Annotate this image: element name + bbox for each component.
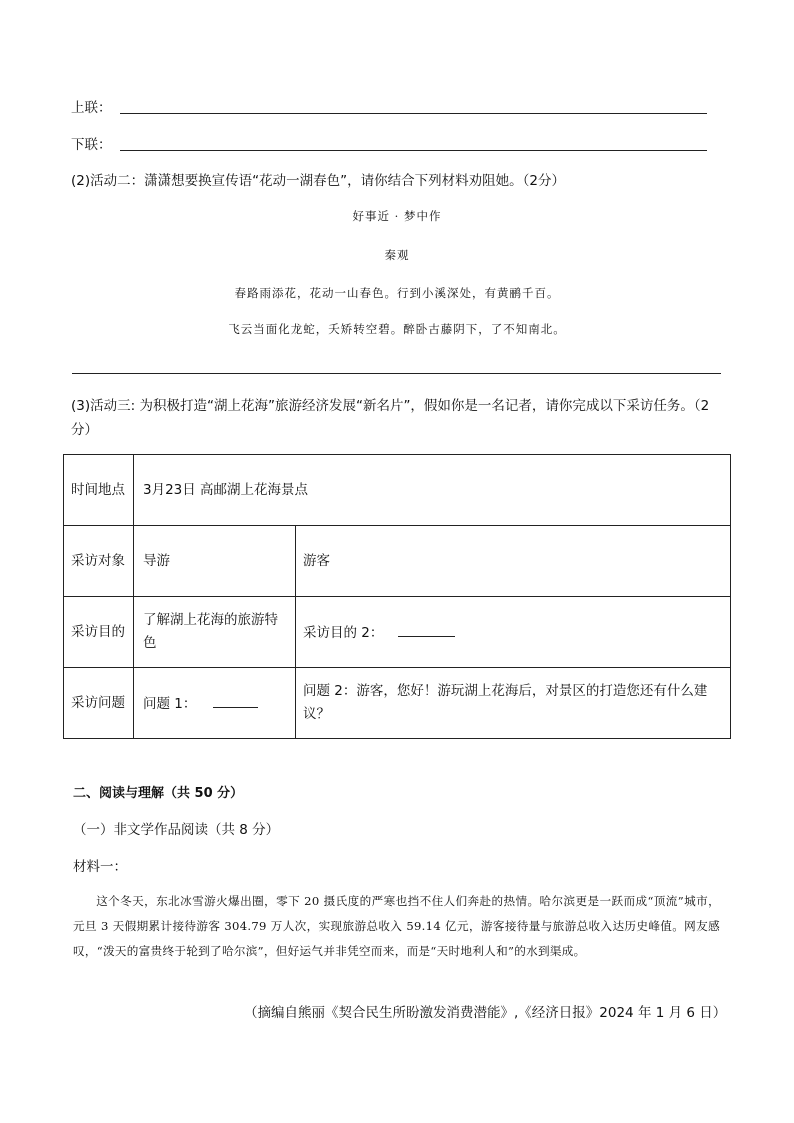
poem-line-2: 飞云当面化龙蛇，夭矫转空碧。醉卧古藤阴下，了不知南北。 bbox=[228, 322, 566, 336]
table-row bbox=[64, 597, 731, 668]
lower-couplet-answer-line[interactable] bbox=[120, 150, 707, 151]
interviewee-tourist: 游客 bbox=[296, 526, 731, 597]
question-1-answer-blank[interactable] bbox=[213, 691, 258, 708]
activity2-answer-line[interactable] bbox=[72, 373, 721, 374]
question-2-text: 问题 2：游客，您好！游玩湖上花海后，对景区的打造您还有什么建议？ bbox=[296, 668, 731, 739]
table-row bbox=[64, 455, 731, 526]
purpose-2-cell bbox=[296, 597, 731, 668]
interviewee-guide: 导游 bbox=[134, 526, 296, 597]
question-1-cell bbox=[134, 668, 296, 739]
purpose-1-text: 了解湖上花海的旅游特色 bbox=[134, 597, 296, 668]
interviewee-label: 采访对象 bbox=[64, 526, 134, 597]
time-place-value: 3月23日 高邮湖上花海景点 bbox=[134, 455, 731, 526]
question-1-label: 问题 1： bbox=[143, 695, 197, 712]
section2-heading: 二、阅读与理解（共 50 分） bbox=[73, 786, 244, 801]
purpose-2-answer-blank[interactable] bbox=[398, 620, 455, 637]
section2-subheading: （一）非文学作品阅读（共 8 分） bbox=[73, 822, 280, 838]
poem-title: 好事近 · 梦中作 bbox=[352, 209, 442, 223]
activity2-prompt: (2)活动二：潇潇想要换宣传语“花动一湖春色”，请你结合下列材料劝阻她。（2分） bbox=[71, 173, 565, 189]
poem-line-1: 春路雨添花，花动一山春色。行到小溪深处，有黄鹂千百。 bbox=[234, 286, 560, 300]
purpose-2-label: 采访目的 2： bbox=[303, 624, 384, 641]
table-row bbox=[64, 526, 731, 597]
time-place-label: 时间地点 bbox=[64, 455, 134, 526]
interview-table bbox=[63, 454, 731, 739]
purpose-label: 采访目的 bbox=[64, 597, 134, 668]
upper-couplet-answer-line[interactable] bbox=[120, 113, 707, 114]
material1-paragraph: 这个冬天，东北冰雪游火爆出圈，零下 20 摄氏度的严寒也挡不住人们奔赴的热情。哈尔滨更是一跃而成“顶流”城市，元旦 3 天假期累计接待游客 304.79 万人次，实现旅游总收入 59.14 亿元，游客接待量与旅游总收入达历史峰值。网友感叹，“泼天的富贵终于轮到了哈尔滨”，但好运气并非凭空而来，而是“天时地利人和”的水到渠成。 bbox=[73, 894, 720, 958]
material1-source: （摘编自熊丽《契合民生所盼激发消费潜能》,《经济日报》2024 年 1 月 6 日） bbox=[244, 1005, 727, 1021]
material1-label: 材料一： bbox=[73, 859, 127, 875]
lower-couplet-label: 下联： bbox=[71, 137, 112, 153]
question-label: 采访问题 bbox=[64, 668, 134, 739]
poem-author: 秦观 bbox=[384, 248, 410, 262]
activity3-prompt: (3)活动三: 为积极打造“湖上花海”旅游经济发展“新名片”，假如你是一名记者，请你完成以下采访任务。（2分） bbox=[71, 398, 710, 438]
upper-couplet-label: 上联： bbox=[71, 100, 112, 116]
table-row bbox=[64, 668, 731, 739]
